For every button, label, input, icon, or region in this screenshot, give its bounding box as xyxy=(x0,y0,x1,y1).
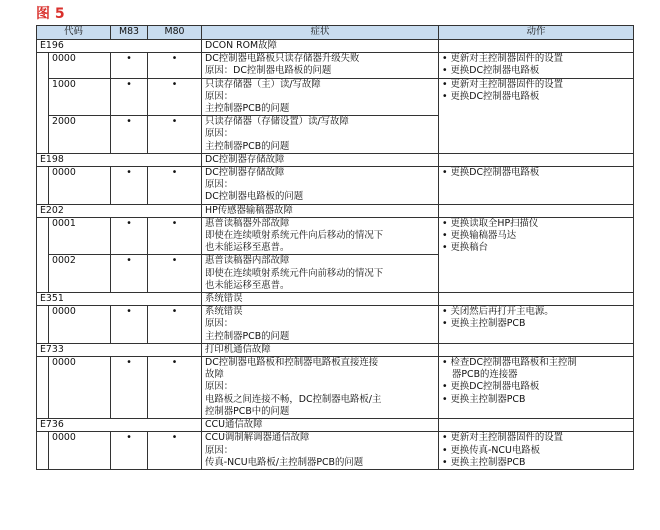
symptom-cell xyxy=(202,432,439,470)
figure-label: 图 5 xyxy=(36,6,65,22)
symptom-line: 只读存储器（存储设置）读/写故障 xyxy=(205,116,349,128)
symptom-line: 原因： xyxy=(205,179,234,191)
indent-cell xyxy=(37,306,49,344)
symptom-line: DC控制器电路板只读存储器升级失败 xyxy=(205,53,360,65)
symptom-line: 主控制器PCB的问题 xyxy=(205,330,290,342)
symptom-line: 故障 xyxy=(205,369,224,381)
symptom-cell xyxy=(202,306,439,344)
symptom-line: 惠普读稿器内部故障 xyxy=(205,255,290,267)
symptom-line: CCU调制解调器通信故障 xyxy=(205,432,310,444)
indent-cell xyxy=(37,167,49,205)
symptom-cell xyxy=(202,217,439,255)
symptom-line: 主控制器PCB的问题 xyxy=(205,103,290,115)
action-item: • 更换主控制器PCB xyxy=(442,457,630,469)
symptom-line: DC控制器电路板和控制器电路板直接连接 xyxy=(205,357,379,369)
group-row-e733 xyxy=(37,343,634,356)
m80-dot: • xyxy=(148,217,202,255)
table-row xyxy=(37,167,634,205)
table-row xyxy=(37,217,634,255)
m80-dot: • xyxy=(148,306,202,344)
group-action-empty xyxy=(439,204,634,217)
group-row-e202 xyxy=(37,204,634,217)
sub-code: 0001 xyxy=(49,217,111,255)
action-item: • 关闭然后再打开主电源。 xyxy=(442,306,630,318)
symptom-line: 原因： xyxy=(205,90,234,102)
m80-dot: • xyxy=(148,357,202,419)
m83-dot: • xyxy=(111,217,148,255)
action-item: • 更新对主控制器固件的设置 xyxy=(442,79,630,91)
action-cell xyxy=(439,217,634,292)
symptom-line: 原因：DC控制器电路板的问题 xyxy=(205,65,332,77)
symptom-line: DC控制器存储故障 xyxy=(205,167,285,179)
group-title: HP传感器输稿器故障 xyxy=(202,204,439,217)
sub-code: 0000 xyxy=(49,306,111,344)
group-action-empty xyxy=(439,40,634,53)
m80-dot: • xyxy=(148,167,202,205)
symptom-line: 原因： xyxy=(205,381,234,393)
m80-dot: • xyxy=(148,432,202,470)
table-row xyxy=(37,53,634,78)
action-item: • 更换DC控制器电路板 xyxy=(442,65,630,77)
group-code: E736 xyxy=(37,419,202,432)
action-item: • 更换主控制器PCB xyxy=(442,318,630,330)
sub-code: 0000 xyxy=(49,357,111,419)
m80-dot: • xyxy=(148,78,202,116)
m80-dot: • xyxy=(148,116,202,154)
group-code: E196 xyxy=(37,40,202,53)
action-cell xyxy=(439,78,634,153)
m83-dot: • xyxy=(111,432,148,470)
indent-cell xyxy=(37,53,49,154)
symptom-line: 系统错误 xyxy=(205,306,243,318)
sub-code: 0002 xyxy=(49,255,111,293)
header-symptom: 症状 xyxy=(202,26,439,40)
symptom-line: 原因： xyxy=(205,128,234,140)
symptom-cell xyxy=(202,116,439,154)
group-code: E198 xyxy=(37,153,202,166)
symptom-line: 电路板之间连接不畅，DC控制器电路板/主 xyxy=(205,393,382,405)
action-item: • 更换DC控制器电路板 xyxy=(442,381,630,393)
group-action-empty xyxy=(439,343,634,356)
table-row xyxy=(37,78,634,116)
group-code: E351 xyxy=(37,293,202,306)
action-cell xyxy=(439,432,634,470)
error-code-table xyxy=(36,25,634,470)
indent-cell xyxy=(37,432,49,470)
symptom-line: 控制器PCB中的问题 xyxy=(205,405,290,417)
symptom-line: 主控制器PCB的问题 xyxy=(205,140,290,152)
group-action-empty xyxy=(439,293,634,306)
m83-dot: • xyxy=(111,306,148,344)
symptom-line: 即使在连续喷射系统元件向前移动的情况下 xyxy=(205,267,384,279)
symptom-cell xyxy=(202,357,439,419)
symptom-line: 原因： xyxy=(205,444,234,456)
m83-dot: • xyxy=(111,53,148,78)
symptom-line: DC控制器电路板的问题 xyxy=(205,191,304,203)
indent-cell xyxy=(37,357,49,419)
group-code: E733 xyxy=(37,343,202,356)
symptom-cell xyxy=(202,255,439,293)
action-item: • 检查DC控制器电路板和主控制 xyxy=(442,357,630,369)
m80-dot: • xyxy=(148,53,202,78)
action-cell xyxy=(439,357,634,419)
symptom-cell xyxy=(202,167,439,205)
sub-code: 0000 xyxy=(49,432,111,470)
table-row xyxy=(37,357,634,419)
group-title: CCU通信故障 xyxy=(202,419,439,432)
group-code: E202 xyxy=(37,204,202,217)
group-action-empty xyxy=(439,153,634,166)
group-title: 系统错误 xyxy=(202,293,439,306)
action-item-continued: 器PCB的连接器 xyxy=(452,369,518,381)
symptom-line: 即使在连续喷射系统元件向后移动的情况下 xyxy=(205,230,384,242)
header-m80: M80 xyxy=(148,26,202,40)
action-cell xyxy=(439,167,634,205)
group-row-e196 xyxy=(37,40,634,53)
symptom-line: 传真-NCU电路板/主控制器PCB的问题 xyxy=(205,456,364,468)
action-item: • 更换读取全HP扫描仪 xyxy=(442,218,630,230)
group-row-e351 xyxy=(37,293,634,306)
m80-dot: • xyxy=(148,255,202,293)
symptom-line: 也未能运移至惠普。 xyxy=(205,242,290,254)
m83-dot: • xyxy=(111,255,148,293)
group-title: 打印机通信故障 xyxy=(202,343,439,356)
sub-code: 1000 xyxy=(49,78,111,116)
symptom-line: 只读存储器（主）读/写故障 xyxy=(205,78,321,90)
action-cell xyxy=(439,53,634,78)
header-action: 动作 xyxy=(439,26,634,40)
sub-code: 2000 xyxy=(49,116,111,154)
symptom-cell xyxy=(202,78,439,116)
symptom-cell xyxy=(202,53,439,78)
m83-dot: • xyxy=(111,357,148,419)
table-row xyxy=(37,432,634,470)
table-header-row xyxy=(37,26,634,40)
symptom-line: 惠普读稿器外部故障 xyxy=(205,217,290,229)
sub-code: 0000 xyxy=(49,167,111,205)
table-row xyxy=(37,306,634,344)
action-item: • 更新对主控制器固件的设置 xyxy=(442,53,630,65)
group-title: DC控制器存储故障 xyxy=(202,153,439,166)
symptom-line: 原因： xyxy=(205,318,234,330)
m83-dot: • xyxy=(111,167,148,205)
m83-dot: • xyxy=(111,116,148,154)
header-m83: M83 xyxy=(111,26,148,40)
indent-cell xyxy=(37,217,49,292)
group-row-e736 xyxy=(37,419,634,432)
action-item: • 更换主控制器PCB xyxy=(442,394,630,406)
action-item: • 更换稿台 xyxy=(442,242,630,254)
action-item: • 更换输稿器马达 xyxy=(442,230,630,242)
action-item: • 更换传真-NCU电路板 xyxy=(442,445,630,457)
action-cell xyxy=(439,306,634,344)
symptom-line: 也未能运移至惠普。 xyxy=(205,279,290,291)
group-title: DCON ROM故障 xyxy=(202,40,439,53)
action-item: • 更换DC控制器电路板 xyxy=(442,91,630,103)
group-action-empty xyxy=(439,419,634,432)
group-row-e198 xyxy=(37,153,634,166)
action-item: • 更新对主控制器固件的设置 xyxy=(442,432,630,444)
action-item: • 更换DC控制器电路板 xyxy=(442,167,630,179)
header-code: 代码 xyxy=(37,26,111,40)
sub-code: 0000 xyxy=(49,53,111,78)
m83-dot: • xyxy=(111,78,148,116)
